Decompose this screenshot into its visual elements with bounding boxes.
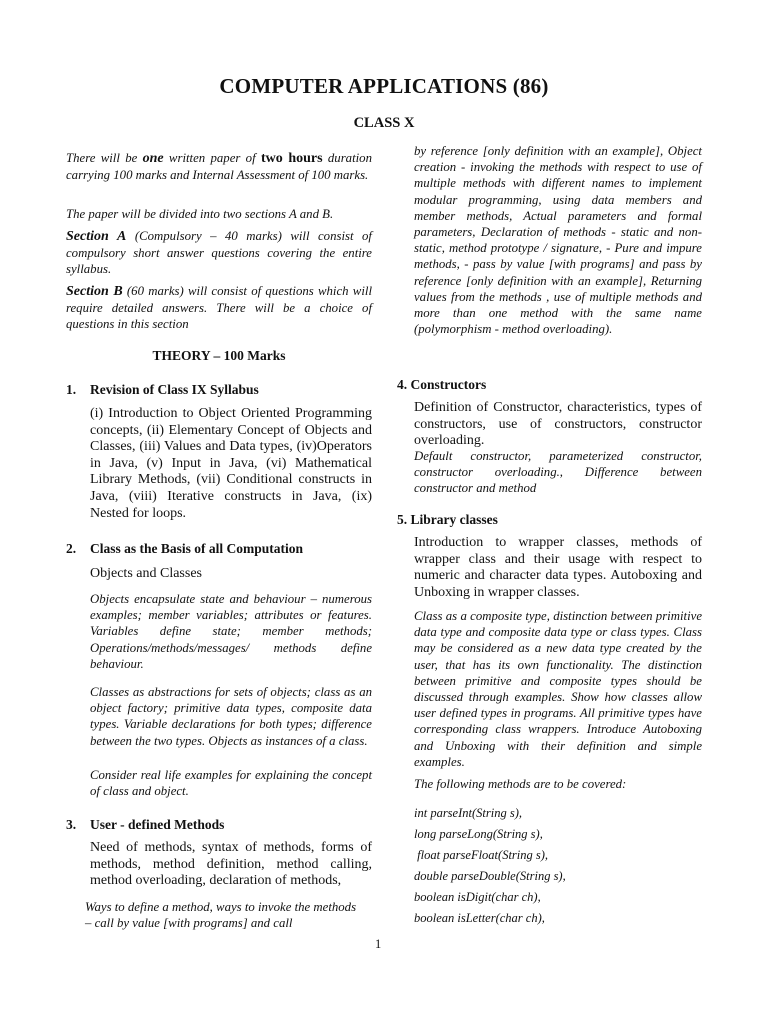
page-title: COMPUTER APPLICATIONS (86) — [219, 74, 549, 98]
page-subtitle: CLASS X — [353, 115, 415, 131]
section-number: 1. — [66, 382, 77, 397]
section-5-body: Introduction to wrapper classes, methods of wrapper class and their usage with respect to numeric and character data types. Autoboxing and Unboxing in wrapper classes. — [414, 535, 702, 600]
page-number: 1 — [375, 937, 382, 951]
section-b-text: (60 marks) will consist of questions which will require detailed answers. There will be a choice of questions in this section — [66, 284, 373, 332]
intro-paragraph-3 — [66, 228, 372, 278]
theory-heading: THEORY – 100 Marks — [152, 348, 286, 363]
method-item: int parseInt(String s), — [414, 806, 522, 820]
intro-one: one — [142, 151, 164, 166]
section-2-heading — [66, 541, 372, 557]
section-2-subheading: Objects and Classes — [90, 566, 202, 581]
section-5-heading: 5. Library classes — [397, 512, 498, 527]
section-number: 3. — [66, 817, 77, 832]
section-4-heading: 4. Constructors — [397, 377, 487, 392]
section-title: Class as the Basis of all Computation — [90, 541, 304, 556]
section-3-italic-start: Ways to define a method, ways to invoke the methods – call by value [with programs] and call — [85, 900, 357, 931]
section-2-paragraph-1: Objects encapsulate state and behaviour – numerous examples; member variables; attributes or features. Variables define state; member methods; Operations/methods/messages/ methods define behaviour. — [90, 592, 372, 671]
method-item: long parseLong(String s), — [414, 827, 543, 841]
intro-paragraph-2: The paper will be divided into two sections A and B. — [66, 207, 334, 221]
intro-text: duration carrying 100 marks and Internal Assessment of 100 marks. — [66, 151, 372, 183]
method-item: boolean isLetter(char ch), — [414, 911, 545, 925]
section-3-heading — [66, 817, 372, 833]
intro-text: There will be — [66, 151, 143, 165]
section-2-paragraph-2: Classes as abstractions for sets of objects; class as an object factory; primitive data types, composite data types. Variable declarations for both types; difference between the two types. Objects as instances of a class. — [90, 685, 372, 748]
section-a-label: Section A — [66, 229, 127, 244]
section-1-heading — [66, 382, 372, 398]
method-item: double parseDouble(String s), — [414, 869, 566, 883]
method-item: boolean isDigit(char ch), — [414, 890, 541, 904]
section-5-italic: Class as a composite type, distinction between primitive data type and composite data type or class types. Class may be considered as a new data type created by the user, that has its own functionality. The distinction between primitive and composite types should be discussed through examples. Show how classes allow user defined types in programs. All primitive types have corresponding class wrappers. Introduce Autoboxing and Unboxing with their definition and simple examples. — [414, 609, 702, 769]
section-title: User - defined Methods — [90, 817, 225, 832]
intro-paragraph-4 — [66, 283, 372, 333]
methods-intro: The following methods are to be covered: — [414, 777, 627, 791]
section-title: Revision of Class IX Syllabus — [90, 382, 259, 397]
section-4-body: Definition of Constructor, characteristics, types of constructors, use of constructors, constructor overloading. — [414, 400, 702, 449]
section-2-paragraph-3: Consider real life examples for explaining the concept of class and object. — [90, 768, 372, 799]
section-b-label: Section B — [66, 284, 123, 299]
intro-two-hours: two hours — [260, 151, 323, 166]
section-1-body: (i) Introduction to Object Oriented Programming concepts, (ii) Elementary Concept of Objects and Classes, (iii) Values and Data types, (iv)Operators in Java, (v) Input in Java, (vi) Mathematical Library Methods, (vii) Conditional constructs in Java, (viii) Iterative constructs in Java, (ix) Nested for loops. — [90, 406, 372, 521]
section-a-text: (Compulsory – 40 marks) will consist of compulsory short answer questions covering the entire syllabus. — [66, 229, 372, 277]
methods-list — [414, 805, 702, 931]
intro-paragraph-1 — [66, 150, 372, 183]
section-number: 2. — [66, 541, 77, 556]
section-3-body: Need of methods, syntax of methods, forms of methods, method definition, method calling, method overloading, declaration of methods, — [90, 840, 372, 889]
intro-text: written paper of — [163, 151, 261, 165]
section-3-italic-continued: by reference [only definition with an example], Object creation - invoking the methods with respect to use of multiple methods with different names to implement modular programming, using data members and member methods, Actual parameters and formal parameters, Declaration of methods - static and non-static, method prototype / signature, - Pure and impure methods, - pass by value [with programs] and pass by reference [only definition with an example], Returning values from the methods , use of multiple methods and more than one method with the same name (polymorphism - method overloading). — [414, 144, 702, 337]
section-4-italic: Default constructor, parameterized constructor, constructor overloading., Difference between constructor and method — [414, 449, 702, 496]
method-item: float parseFloat(String s), — [414, 848, 549, 862]
